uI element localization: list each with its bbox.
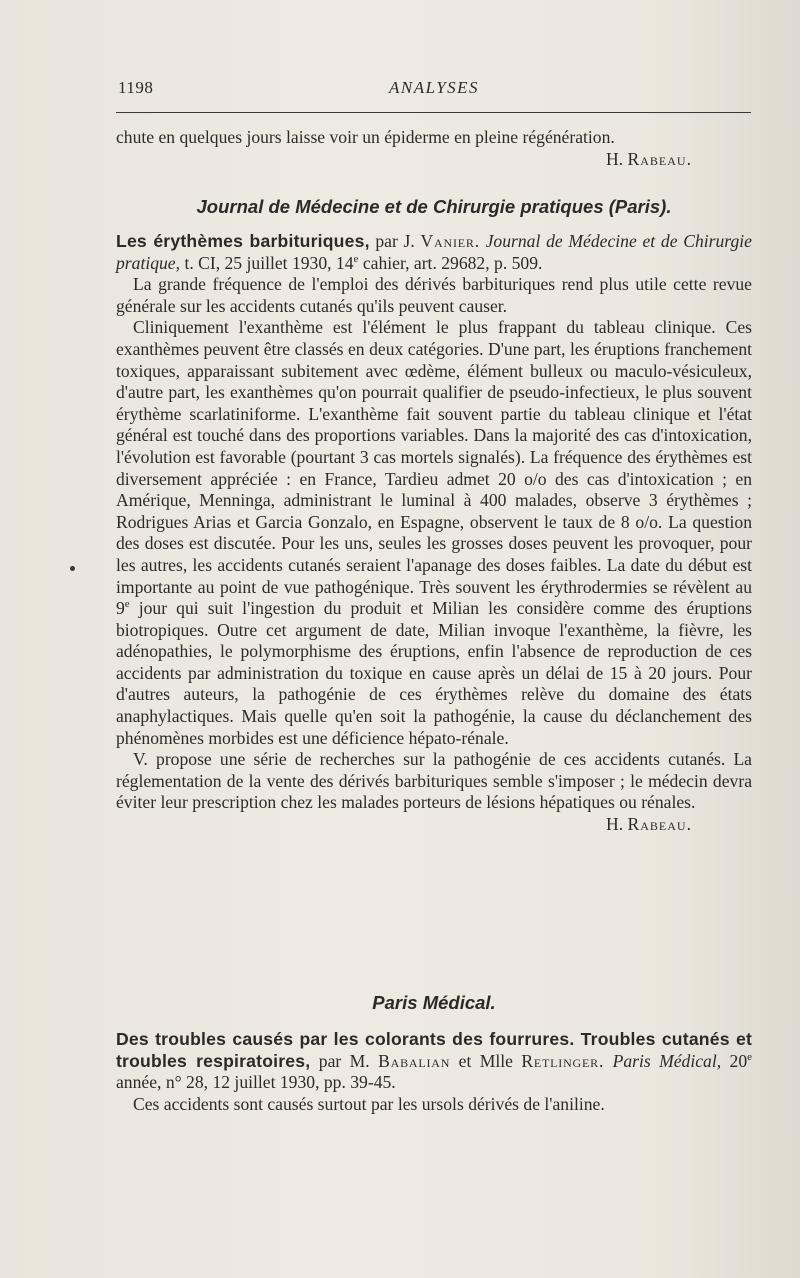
journal-heading: Journal de Médecine et de Chirurgie pratiques (Paris).	[196, 196, 672, 217]
article-title: Des troubles causés par les colorants des fourrures. Troubles cutanés et troubles respiratoires,	[116, 1029, 752, 1071]
paragraph-3: V. propose une série de recherches sur la pathogénie de ces accidents cutanés. La réglementation de la vente des dérivés barbituriques semble s'imposer ; le médecin devra éviter leur prescription chez les malades porteurs de lésions hépatiques ou rénales.	[116, 749, 752, 813]
margin-dot	[70, 566, 75, 571]
paragraph-2-part-b: jour qui suit l'ingestion du produit et Milian les considère comme des éruptions biotropiques. Outre cet argument de date, Milian invoque l'exanthème, la fièvre, les adénopathies, le polymorphisme des éruptions, enfin l'absence de reproduction de ces accidents par administration du toxique en cause après un délai de 15 à 20 jours. Pour d'autres auteurs, la pathogénie de ces érythèmes relève du domaine des états anaphylactiques. Mais quelle qu'en soit la pathogénie, la cause du déclanchement des phénomènes morbides est une déficience hépato-rénale.	[116, 598, 752, 748]
article-citation-a: t. CI, 25 juillet 1930, 14	[184, 252, 354, 273]
carryover-signature	[116, 149, 752, 171]
paragraph-2-sup: e	[124, 598, 130, 611]
section1-article	[116, 231, 752, 836]
signature-initial: H.	[606, 814, 624, 835]
section2-article	[116, 1029, 752, 1115]
article-journal-ref: Journal de Médecine et de Chirurgie pratique,	[116, 231, 752, 273]
section2-heading-block	[116, 992, 752, 1014]
article-author-1: Babalian	[378, 1050, 451, 1071]
article-by: par M.	[318, 1050, 370, 1071]
page-number: 1198	[118, 78, 154, 97]
paragraph-2	[116, 317, 752, 749]
section1-signature	[116, 814, 752, 836]
header-rule	[116, 112, 751, 113]
paragraph: Ces accidents sont causés surtout par les ursols dérivés de l'aniline.	[133, 1093, 605, 1114]
running-head	[116, 78, 752, 100]
article-header	[116, 231, 752, 274]
article-header	[116, 1029, 752, 1094]
running-title: ANALYSES	[388, 78, 480, 97]
signature-name: Rabeau.	[627, 814, 692, 835]
article-citation-sup: e	[747, 1050, 753, 1063]
signature-name: Rabeau.	[627, 148, 692, 169]
carryover-text: chute en quelques jours laisse voir un épiderme en pleine régénération.	[116, 127, 615, 147]
paragraph-2-part-a: Cliniquement l'exanthème est l'élément le plus frappant du tableau clinique. Ces exanthèmes peuvent être classés en deux catégories. D'une part, les éruptions franchement toxiques, apparaissant subitement avec œdème, élément bulleux ou maculo-vésiculeux, d'autre part, les exanthèmes qu'on pourrait qualifier de pseudo-infectieux, le plus souvent érythème scarlatiniforme. L'exanthème fait souvent partie du tableau clinique et l'état général est touché dans des proportions variables. Dans la majorité des cas d'intoxication, l'évolution est favorable (pourtant 3 cas mortels signalés). La fréquence des érythèmes est diversement appréciée : en France, Tardieu admet 20 o/o des cas d'intoxication ; en Amérique, Menninga, administrant le luminal à 400 malades, observe 3 érythèmes ; Rodrigues Arias et Garcia Gonzalo, en Espagne, observent le taux de 8 o/o. La question des doses est discutée. Pour les uns, seules les grosses doses peuvent les provoquer, pour les autres, les accidents cutanés seraient l'apanage des doses faibles. La date du début est importante au point de vue pathogénique. Très souvent les érythrodermies se révèlent au 9	[116, 317, 752, 619]
article-citation-b: année, n° 28, 12 juillet 1930, pp. 39-45.	[116, 1072, 396, 1093]
article-citation-sup: e	[353, 252, 359, 265]
article-author-2: Retlinger.	[521, 1050, 605, 1071]
article-by: par J.	[375, 231, 415, 251]
article-title: Les érythèmes barbituriques,	[116, 231, 370, 251]
carryover-block	[116, 127, 752, 170]
article-journal-ref: Paris Médical,	[612, 1050, 722, 1071]
journal-heading: Paris Médical.	[372, 992, 496, 1013]
article-citation-b: cahier, art. 29682, p. 509.	[362, 252, 543, 273]
signature-initial: H.	[606, 148, 624, 169]
article-and: et Mlle	[458, 1050, 513, 1071]
article-author: Vanier.	[420, 231, 480, 251]
article-citation-a: 20	[729, 1050, 748, 1071]
section1-heading-block	[116, 196, 752, 218]
paragraph-1: La grande fréquence de l'emploi des dérivés barbituriques rend plus utile cette revue générale sur les accidents cutanés qu'ils peuvent causer.	[116, 274, 752, 316]
